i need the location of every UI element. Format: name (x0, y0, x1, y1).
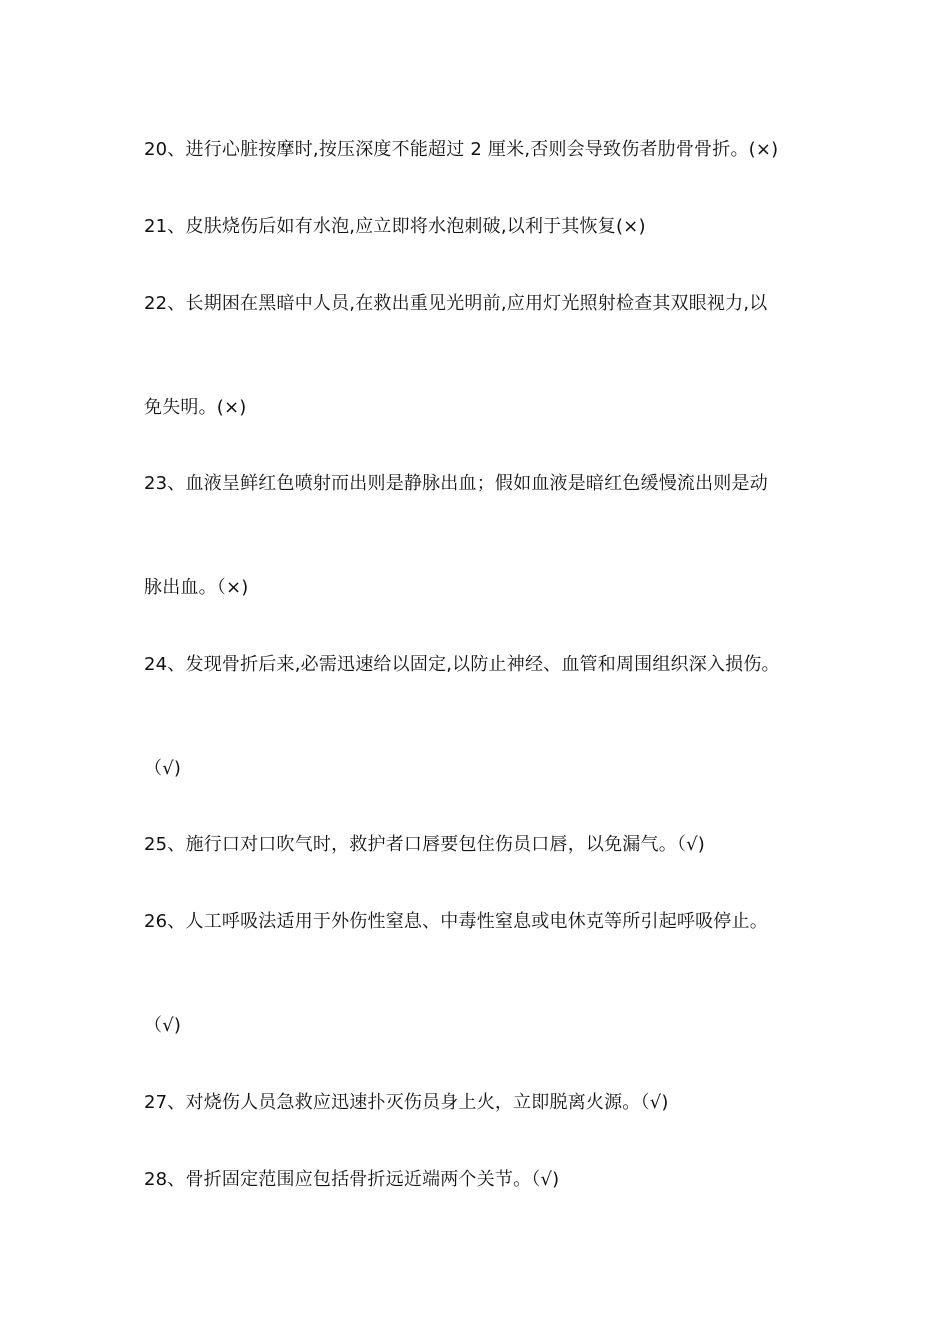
text-line-q23: 23、血液呈鲜红色喷射而出则是静脉出血；假如血液是暗红色缓慢流出则是动 (144, 473, 768, 494)
text-line-q26: 26、人工呼吸法适用于外伤性窒息、中毒性窒息或电休克等所引起呼吸停止。 (144, 911, 768, 932)
text-line-q26-cont: （√) (144, 1015, 182, 1036)
text-line-q22: 22、长期困在黑暗中人员,在救出重见光明前,应用灯光照射检查其双眼视力,以 (144, 293, 768, 314)
text-line-q23-cont: 脉出血。（×) (144, 577, 249, 598)
text-line-q21: 21、皮肤烧伤后如有水泡,应立即将水泡刺破,以利于其恢复(×) (144, 216, 646, 237)
text-line-q28: 28、骨折固定范围应包括骨折远近端两个关节。（√) (144, 1169, 560, 1190)
text-line-q24: 24、发现骨折后来,必需迅速给以固定,以防止神经、血管和周围组织深入损伤。 (144, 654, 780, 675)
text-line-q24-cont: （√) (144, 758, 182, 779)
text-line-q22-cont: 免失明。(×) (144, 397, 247, 418)
text-line-q25: 25、施行口对口吹气时，救护者口唇要包住伤员口唇，以免漏气。（√) (144, 834, 705, 855)
text-line-q20: 20、进行心脏按摩时,按压深度不能超过 2 厘米,否则会导致伤者肋骨骨折。(×) (144, 139, 779, 160)
text-line-q27: 27、对烧伤人员急救应迅速扑灭伤员身上火，立即脱离火源。（√) (144, 1092, 669, 1113)
